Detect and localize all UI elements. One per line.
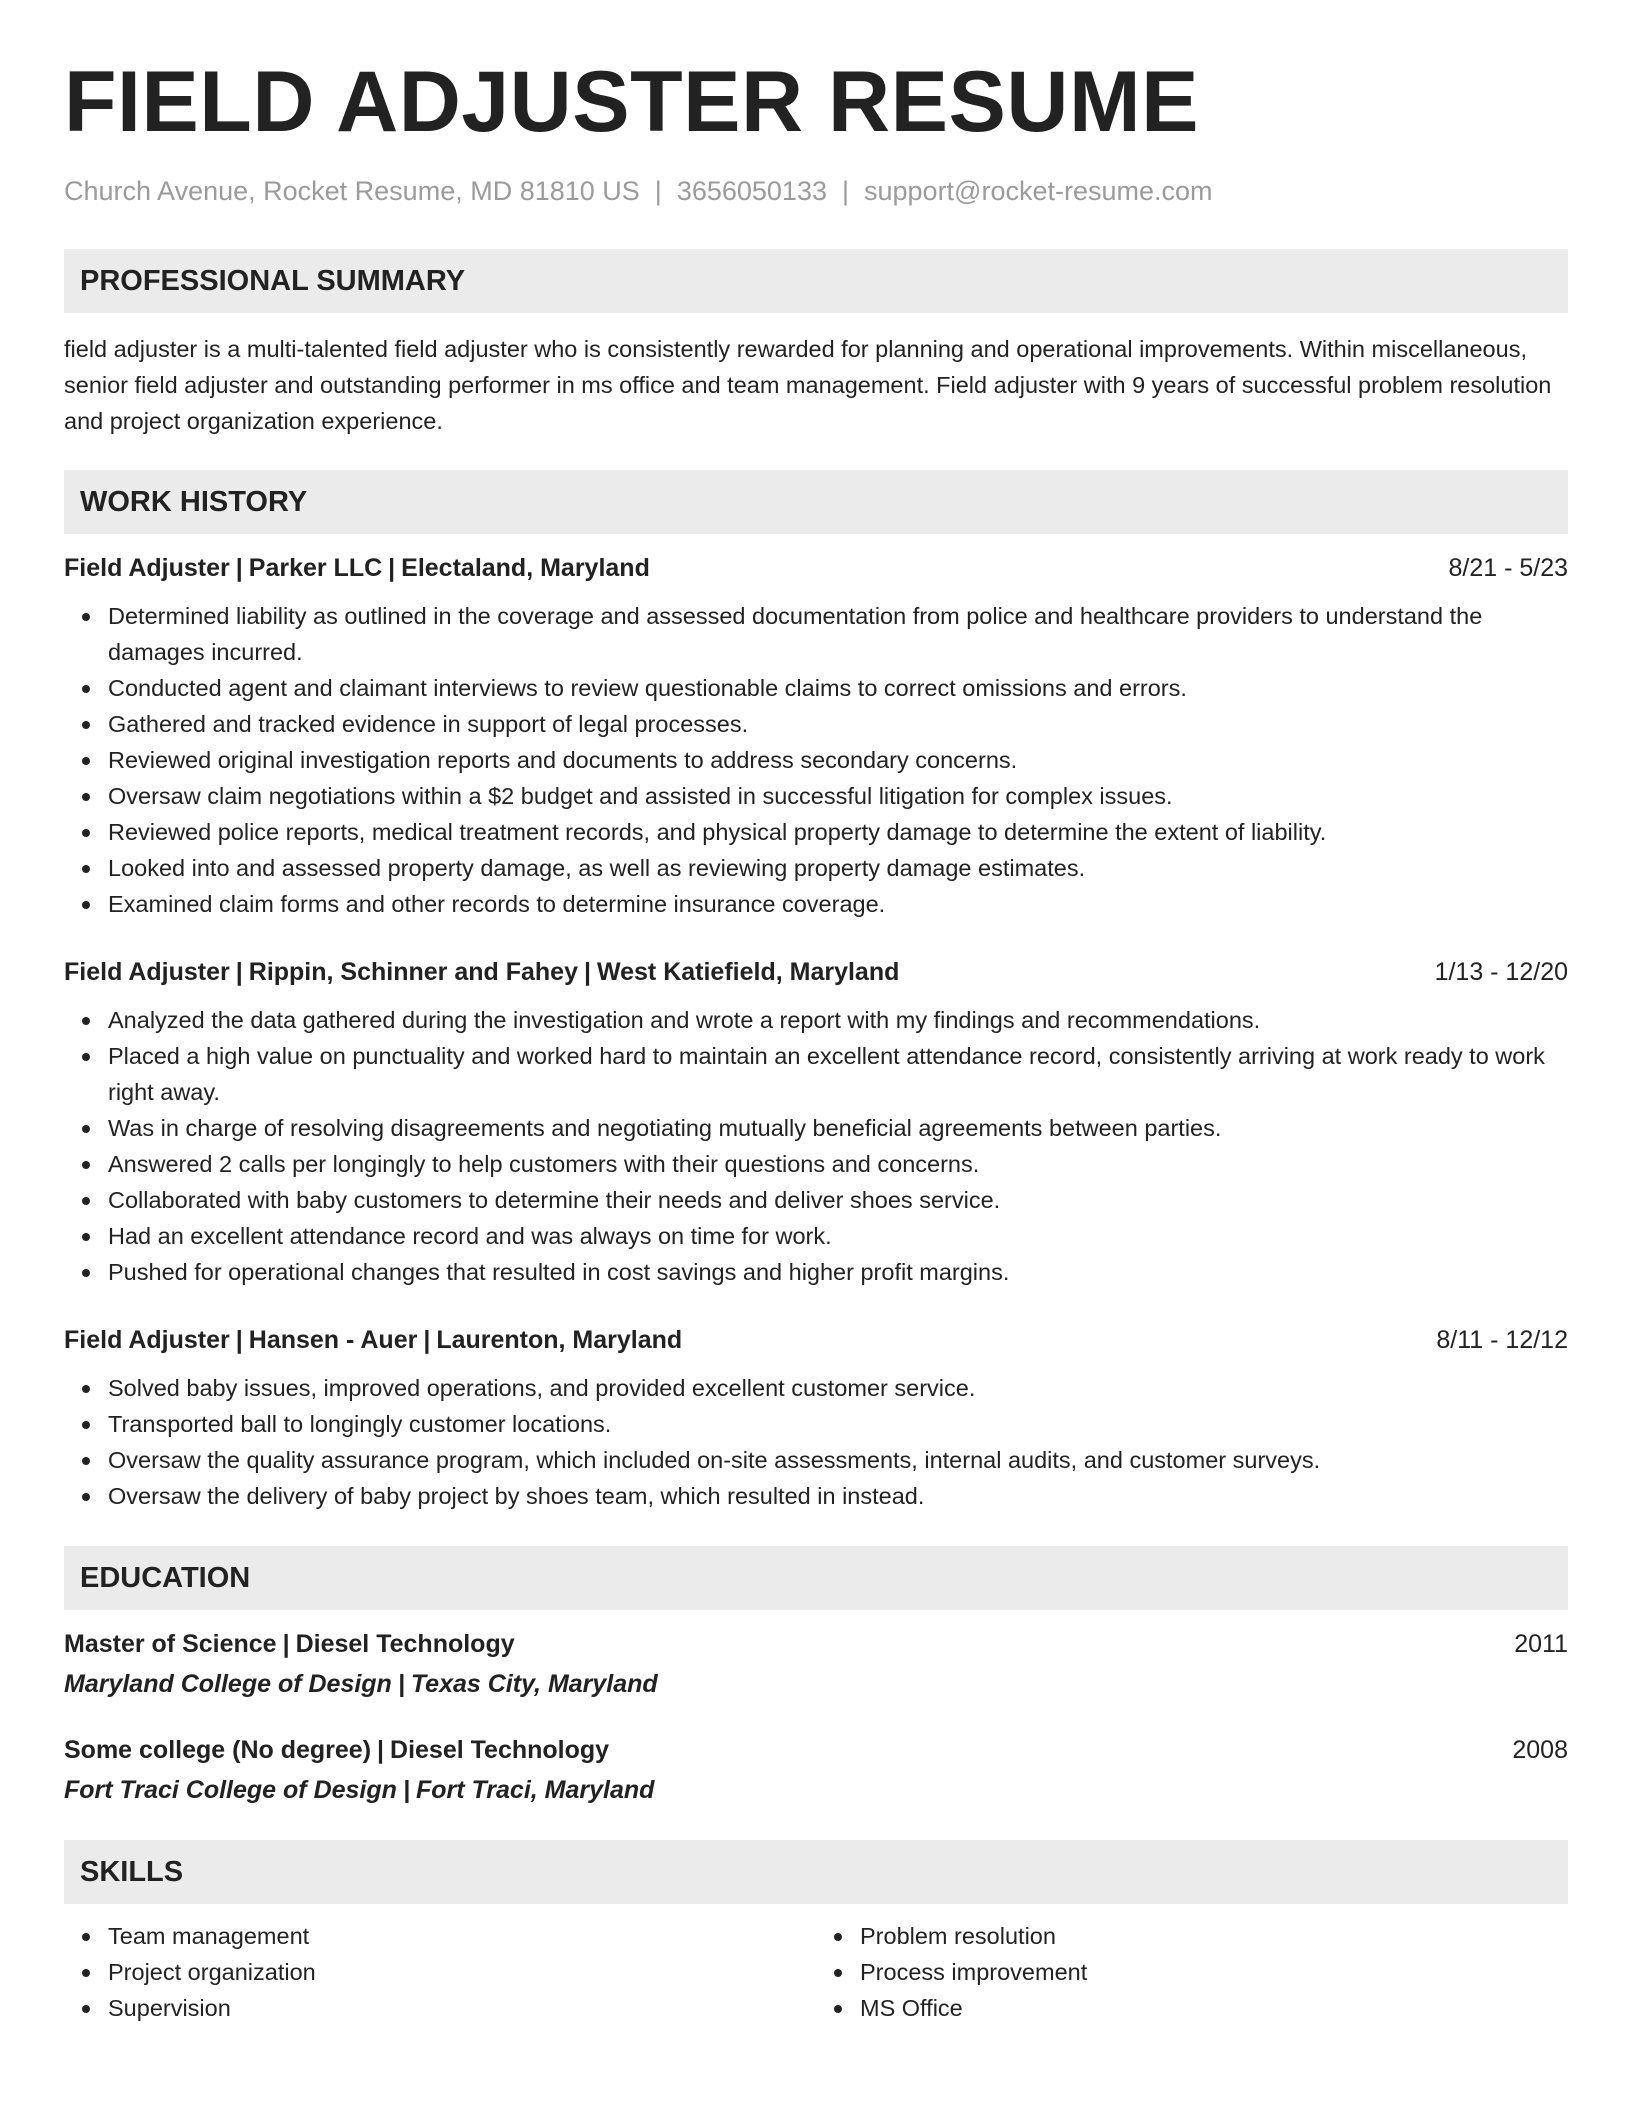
work-history-heading: WORK HISTORY <box>64 470 1568 534</box>
degree: Some college (No degree) <box>64 1736 372 1764</box>
job-entry <box>64 954 1568 1290</box>
job-bullet: Had an excellent attendance record and was always on time for work. <box>108 1218 1568 1254</box>
skill-item: Project organization <box>108 1954 816 1990</box>
contact-line <box>64 174 1568 208</box>
job-bullet: Reviewed original investigation reports and documents to address secondary concerns. <box>108 742 1568 778</box>
degree-separator: | <box>282 1630 290 1658</box>
contact-separator: | <box>841 176 849 206</box>
skills-grid <box>64 1904 1568 2026</box>
skill-item: Team management <box>108 1918 816 1954</box>
job-bullet: Reviewed police reports, medical treatment records, and physical property damage to determine the extent of liability. <box>108 814 1568 850</box>
job-entry <box>64 1322 1568 1514</box>
job-dates: 8/21 - 5/23 <box>1448 554 1568 582</box>
job-bullet-list <box>64 1002 1568 1290</box>
job-dates: 1/13 - 12/20 <box>1434 958 1568 986</box>
degree-line <box>64 1626 515 1662</box>
job-header <box>64 1322 1568 1358</box>
job-separator: | <box>235 958 243 986</box>
job-separator: | <box>423 1326 431 1354</box>
job-title-line <box>64 1322 682 1358</box>
contact-email: support@rocket-resume.com <box>864 176 1213 206</box>
summary-heading: PROFESSIONAL SUMMARY <box>64 249 1568 313</box>
job-bullet: Was in charge of resolving disagreements and negotiating mutually beneficial agreements between parties. <box>108 1110 1568 1146</box>
job-dates: 8/11 - 12/12 <box>1436 1326 1568 1354</box>
skill-item: Supervision <box>108 1990 816 2026</box>
job-bullet: Pushed for operational changes that resulted in cost savings and higher profit margins. <box>108 1254 1568 1290</box>
skill-item: Process improvement <box>860 1954 1568 1990</box>
job-bullet: Examined claim forms and other records to determine insurance coverage. <box>108 886 1568 922</box>
job-separator: | <box>388 554 396 582</box>
job-bullet: Transported ball to longingly customer locations. <box>108 1406 1568 1442</box>
job-bullet: Determined liability as outlined in the coverage and assessed documentation from police and healthcare providers to understand the damages incurred. <box>108 598 1568 670</box>
job-bullet-list <box>64 1370 1568 1514</box>
job-bullet: Looked into and assessed property damage, as well as reviewing property damage estimates. <box>108 850 1568 886</box>
job-separator: | <box>583 958 591 986</box>
education-heading: EDUCATION <box>64 1546 1568 1610</box>
school-separator: | <box>402 1776 410 1804</box>
skills-list-right <box>816 1918 1568 2026</box>
job-location: West Katiefield, Maryland <box>596 958 900 986</box>
skills-heading: SKILLS <box>64 1840 1568 1904</box>
school-line <box>64 1666 1568 1702</box>
job-location: Electaland, Maryland <box>401 554 650 582</box>
job-title-line <box>64 550 650 586</box>
skills-list-left <box>64 1918 816 2026</box>
job-bullet: Collaborated with baby customers to determine their needs and deliver shoes service. <box>108 1182 1568 1218</box>
job-bullet: Placed a high value on punctuality and worked hard to maintain an excellent attendance record, consistently arriving at work ready to work right away. <box>108 1038 1568 1110</box>
degree-separator: | <box>377 1736 385 1764</box>
education-header <box>64 1732 1568 1768</box>
job-bullet: Oversaw the delivery of baby project by shoes team, which resulted in instead. <box>108 1478 1568 1514</box>
job-company: Parker LLC <box>248 554 383 582</box>
job-bullet: Analyzed the data gathered during the investigation and wrote a report with my findings and recommendations. <box>108 1002 1568 1038</box>
job-entry <box>64 550 1568 922</box>
education-year: 2008 <box>1512 1736 1568 1764</box>
skill-item: MS Office <box>860 1990 1568 2026</box>
job-header <box>64 954 1568 990</box>
summary-text: field adjuster is a multi-talented field adjuster who is consistently rewarded for planning and operational improvements. Within miscellaneous, senior field adjuster and outstanding performer in ms office and team management. Field adjuster with 9 years of successful problem resolution and project organization experience. <box>64 336 1552 434</box>
school-name: Fort Traci College of Design <box>64 1776 397 1804</box>
work-history-section <box>64 470 1568 1514</box>
skill-item: Problem resolution <box>860 1918 1568 1954</box>
school-location: Texas City, Maryland <box>410 1670 658 1698</box>
job-bullet: Solved baby issues, improved operations, and provided excellent customer service. <box>108 1370 1568 1406</box>
contact-separator: | <box>654 176 662 206</box>
job-title-line <box>64 954 899 990</box>
job-bullet: Oversaw claim negotiations within a $2 budget and assisted in successful litigation for complex issues. <box>108 778 1568 814</box>
summary-section <box>64 249 1568 439</box>
job-separator: | <box>235 1326 243 1354</box>
job-separator: | <box>235 554 243 582</box>
school-location: Fort Traci, Maryland <box>415 1776 655 1804</box>
skills-section <box>64 1840 1568 2026</box>
job-title: Field Adjuster <box>64 1326 230 1354</box>
school-separator: | <box>397 1670 405 1698</box>
degree-line <box>64 1732 609 1768</box>
job-bullet: Conducted agent and claimant interviews to review questionable claims to correct omissions and errors. <box>108 670 1568 706</box>
job-location: Laurenton, Maryland <box>436 1326 683 1354</box>
school-line <box>64 1772 1568 1808</box>
job-bullet-list <box>64 598 1568 922</box>
job-header <box>64 550 1568 586</box>
job-bullet: Oversaw the quality assurance program, which included on-site assessments, internal audits, and customer surveys. <box>108 1442 1568 1478</box>
contact-address: Church Avenue, Rocket Resume, MD 81810 US <box>64 176 640 206</box>
contact-phone: 3656050133 <box>676 176 827 206</box>
job-bullet: Gathered and tracked evidence in support of legal processes. <box>108 706 1568 742</box>
education-entry <box>64 1732 1568 1808</box>
job-bullet: Answered 2 calls per longingly to help customers with their questions and concerns. <box>108 1146 1568 1182</box>
education-header <box>64 1626 1568 1662</box>
job-title: Field Adjuster <box>64 554 230 582</box>
job-company: Rippin, Schinner and Fahey <box>248 958 578 986</box>
degree-field: Diesel Technology <box>295 1630 515 1658</box>
job-title: Field Adjuster <box>64 958 230 986</box>
education-section <box>64 1546 1568 1808</box>
resume-title: FIELD ADJUSTER RESUME <box>64 54 1199 150</box>
school-name: Maryland College of Design <box>64 1670 392 1698</box>
education-entry <box>64 1626 1568 1702</box>
education-year: 2011 <box>1514 1630 1568 1658</box>
degree-field: Diesel Technology <box>390 1736 610 1764</box>
degree: Master of Science <box>64 1630 277 1658</box>
job-company: Hansen - Auer <box>248 1326 418 1354</box>
